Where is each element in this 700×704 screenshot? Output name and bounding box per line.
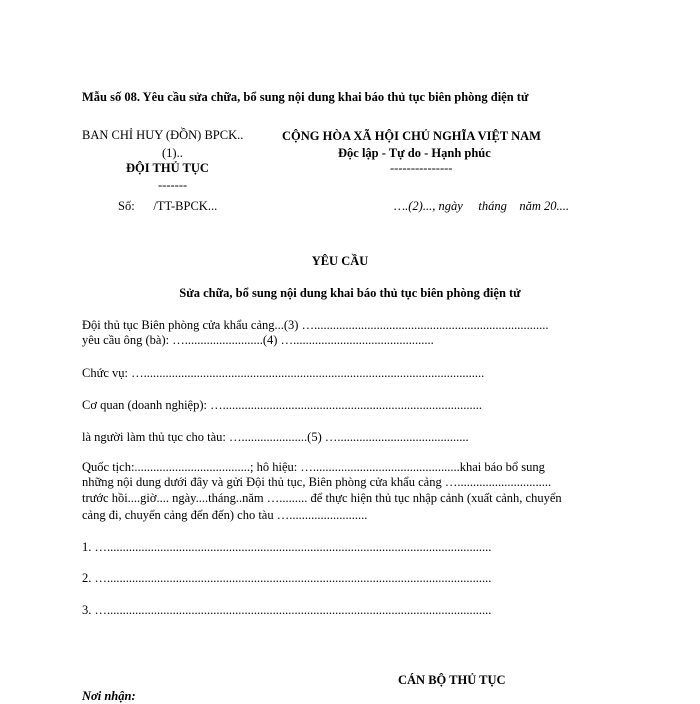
body-nationality-line2: những nội dung dưới đây và gửi Đội thủ tục, Biên phòng cửa khẩu cảng …..............................	[82, 475, 552, 489]
header-left-unit-number: (1)..	[162, 146, 183, 160]
signature-title: CÁN BỘ THỦ TỤC	[398, 673, 506, 687]
document-number: Số: /TT-BPCK...	[118, 199, 218, 213]
header-left-unit: BAN CHỈ HUY (ĐỒN) BPCK..	[82, 128, 244, 142]
body-request-line1: Đội thủ tục Biên phòng cửa khẩu cảng...(3) …...........................................................................	[82, 318, 549, 332]
list-item-2: 2. …...........................................................................................................................	[82, 571, 492, 585]
document-date: ….(2)..., ngày tháng năm 20....	[394, 199, 569, 213]
body-position: Chức vụ: ….............................................................................................................	[82, 366, 485, 380]
recipients-label: Nơi nhận:	[82, 689, 136, 703]
body-nationality-line3: trước hồi....giờ.... ngày....tháng..năm …......... để thực hiện thủ tục nhập cảnh (xuất cảnh, chuyển	[82, 491, 562, 505]
body-nationality-line1: Quốc tịch:.....................................; hô hiệu: …...............................................khai báo bổ sung	[82, 460, 545, 474]
national-motto: Độc lập - Tự do - Hạnh phúc	[338, 146, 491, 160]
header-right-divider: ---------------	[390, 161, 453, 175]
document-subtitle: Sửa chữa, bổ sung nội dung khai báo thủ tục biên phòng điện tử	[179, 286, 521, 300]
header-left-team: ĐỘI THỦ TỤC	[126, 161, 209, 175]
header-left-divider: -------	[158, 178, 188, 192]
body-nationality-line4: cảng đi, chuyển cảng đến đến) cho tàu ….........................	[82, 508, 368, 522]
list-item-1: 1. …...........................................................................................................................	[82, 540, 492, 554]
document-title: YÊU CẦU	[311, 254, 369, 268]
national-title: CỘNG HÒA XÃ HỘI CHỦ NGHĨA VIỆT NAM	[282, 129, 541, 143]
list-item-3: 3. …...........................................................................................................................	[82, 603, 492, 617]
body-organization: Cơ quan (doanh nghiệp): …...................................................................................	[82, 398, 482, 412]
body-request-line2: yêu cầu ông (bà): ….........................(4) ….............................................	[82, 333, 434, 347]
form-title: Mẫu số 08. Yêu cầu sửa chữa, bổ sung nội dung khai báo thủ tục biên phòng điện tử	[82, 90, 529, 104]
body-agent-line: là người làm thủ tục cho tàu: ….....................(5) …..........................................	[82, 430, 469, 444]
